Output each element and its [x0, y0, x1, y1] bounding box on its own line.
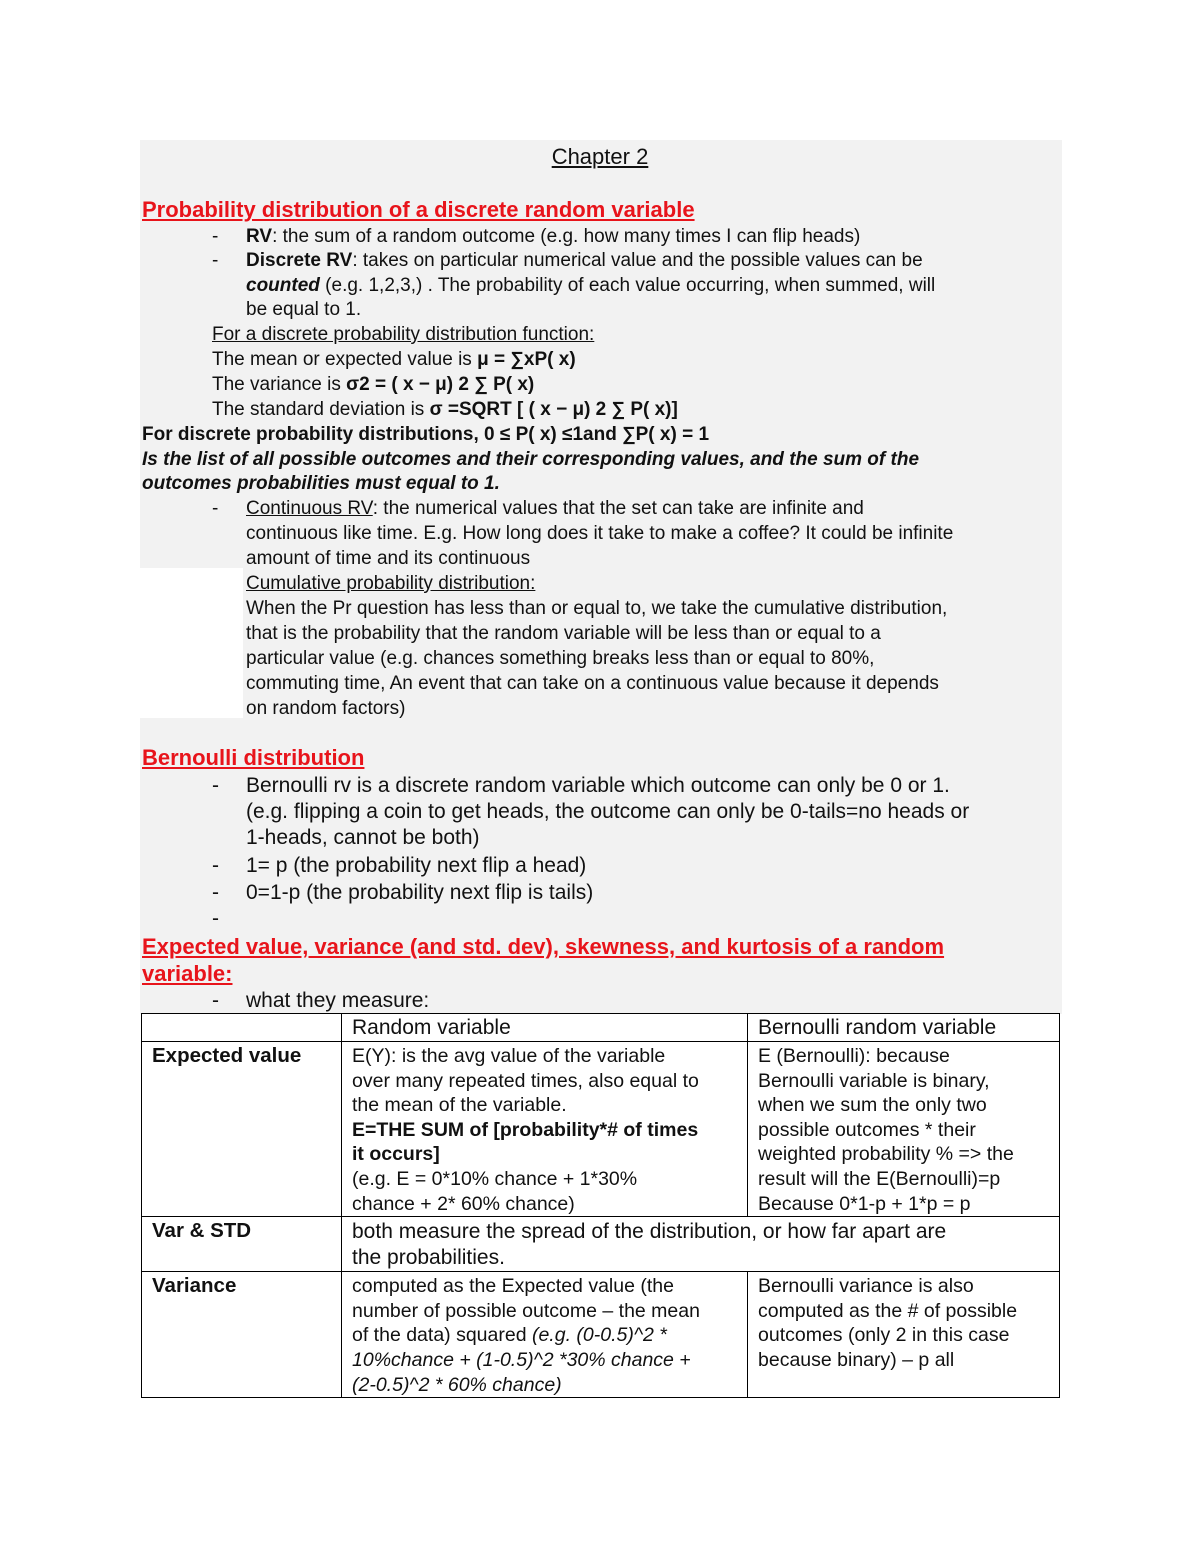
table-row	[142, 1014, 1060, 1042]
dash-bullet: -	[212, 226, 219, 247]
std-formula-line: The standard deviation is σ =SQRT [ ( x − μ) 2 ∑ P( x)]	[212, 399, 678, 420]
cumulative-line: particular value (e.g. chances something breaks less than or equal to 80%,	[246, 648, 875, 669]
dash-bullet: -	[212, 907, 219, 930]
dash-bullet: -	[212, 854, 219, 877]
section-heading-bernoulli: Bernoulli distribution	[142, 745, 365, 770]
table-header-cell: Bernoulli random variable	[748, 1014, 1060, 1042]
cumulative-heading: Cumulative probability distribution:	[246, 573, 536, 594]
discrete-rv-line2: counted (e.g. 1,2,3,) . The probability of each value occurring, when summed, will	[246, 275, 936, 296]
table-cell: computed as the Expected value (the number of possible outcome – the mean of the data) squared (e.g. (0-0.5)^2 * 10%chance + (1-0.5)^2 *30% chance + (2-0.5)^2 * 60% chance)	[342, 1272, 748, 1398]
table-header-cell: Random variable	[342, 1014, 748, 1042]
dash-bullet: -	[212, 774, 219, 797]
discrete-rule: For discrete probability distributions, 0 ≤ P( x) ≤1and ∑P( x) = 1	[142, 424, 710, 445]
dash-bullet: -	[212, 881, 219, 904]
continuous-rv-line1: Continuous RV: the numerical values that the set can take are infinite and	[246, 498, 864, 519]
table-header-cell	[142, 1014, 342, 1042]
section-heading-discrete: Probability distribution of a discrete random variable	[142, 197, 695, 222]
cumulative-line: on random factors)	[246, 698, 406, 719]
row-label: Variance	[142, 1272, 342, 1398]
mean-formula-line: The mean or expected value is μ = ∑xP( x)	[212, 349, 576, 370]
table-row	[142, 1272, 1060, 1398]
what-they-measure: what they measure:	[246, 989, 430, 1012]
dash-bullet: -	[212, 989, 219, 1012]
bernoulli-line: Bernoulli rv is a discrete random variable which outcome can only be 0 or 1.	[246, 774, 950, 797]
row-label: Expected value	[142, 1042, 342, 1217]
cumulative-line: that is the probability that the random variable will be less than or equal to a	[246, 623, 881, 644]
bernoulli-q-line: 0=1-p (the probability next flip is tails)	[246, 881, 594, 904]
table-cell: both measure the spread of the distribution, or how far apart are the probabilities.	[342, 1217, 1060, 1272]
cumulative-line: When the Pr question has less than or equal to, we take the cumulative distribution,	[246, 598, 948, 619]
table-cell: Bernoulli variance is also computed as the # of possible outcomes (only 2 in this case because binary) – p all	[748, 1272, 1060, 1398]
table-cell: E (Bernoulli): because Bernoulli variable is binary, when we sum the only two possible outcomes * their weighted probability % => the result will the E(Bernoulli)=p Because 0*1-p + 1*p = p	[748, 1042, 1060, 1217]
table-row	[142, 1042, 1060, 1217]
table-cell: E(Y): is the avg value of the variable over many repeated times, also equal to the mean of the variable. E=THE SUM of [probability*# of times it occurs] (e.g. E = 0*10% chance + 1*30% chance + 2* 60% chance)	[342, 1042, 748, 1217]
definition-line2: outcomes probabilities must equal to 1.	[142, 473, 500, 494]
continuous-rv-line2: continuous like time. E.g. How long does it take to make a coffee? It could be infinite	[246, 523, 954, 544]
pdf-heading: For a discrete probability distribution function:	[212, 324, 595, 345]
section-heading-expected-cont: variable:	[142, 961, 233, 986]
continuous-rv-line3: amount of time and its continuous	[246, 548, 531, 569]
bernoulli-line: (e.g. flipping a coin to get heads, the outcome can only be 0-tails=no heads or	[246, 800, 970, 823]
discrete-rv-line3: be equal to 1.	[246, 299, 362, 320]
variance-formula-line: The variance is σ2 = ( x − μ) 2 ∑ P( x)	[212, 374, 535, 395]
row-label: Var & STD	[142, 1217, 342, 1272]
definition-line1: Is the list of all possible outcomes and their corresponding values, and the sum of the	[142, 449, 920, 470]
bernoulli-p-line: 1= p (the probability next flip a head)	[246, 854, 587, 877]
cumulative-line: commuting time, An event that can take on a continuous value because it depends	[246, 673, 939, 694]
chapter-title: Chapter 2	[551, 144, 649, 169]
section-heading-expected: Expected value, variance (and std. dev), skewness, and kurtosis of a random	[142, 934, 945, 959]
rv-definition: RV: the sum of a random outcome (e.g. how many times I can flip heads)	[246, 226, 861, 247]
table-row	[142, 1217, 1060, 1272]
dash-bullet: -	[212, 250, 219, 271]
bernoulli-line: 1-heads, cannot be both)	[246, 826, 480, 849]
discrete-rv-line1: Discrete RV: takes on particular numerical value and the possible values can be	[246, 250, 923, 271]
comparison-table	[141, 1013, 1060, 1398]
dash-bullet: -	[212, 498, 219, 519]
